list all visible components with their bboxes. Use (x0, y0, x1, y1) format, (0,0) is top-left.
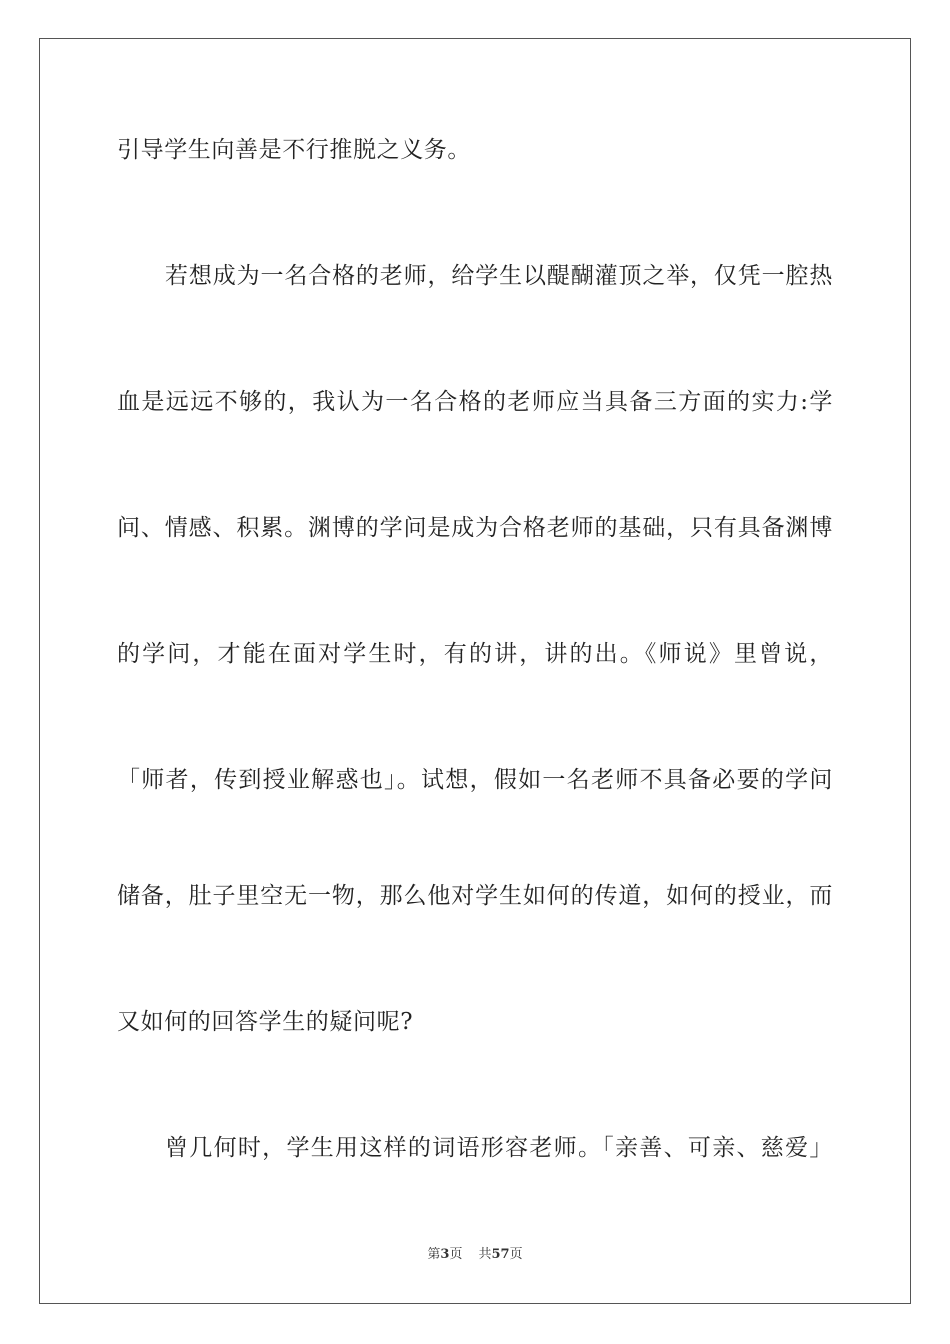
text-line-2: 若想成为一名合格的老师，给学生以醍醐灌顶之举，仅凭一腔热 (165, 263, 833, 289)
text-line-1: 引导学生向善是不行推脱之义务。 (117, 137, 471, 163)
text-line-7: 储备，肚子里空无一物，那么他对学生如何的传道，如何的授业，而 (117, 883, 833, 909)
total-prefix: 共 (478, 1247, 492, 1262)
total-pages: 57 (491, 1247, 510, 1262)
page-footer (0, 1246, 950, 1264)
page-prefix: 第 (427, 1247, 441, 1262)
page-border (39, 38, 911, 1304)
page-number: 3 (440, 1247, 450, 1262)
text-line-6: 「师者，传到授业解惑也」。试想，假如一名老师不具备必要的学问 (117, 767, 833, 793)
text-line-5: 的学问，才能在面对学生时，有的讲，讲的出。《师说》里曾说， (117, 641, 833, 667)
text-line-3: 血是远远不够的，我认为一名合格的老师应当具备三方面的实力:学 (117, 389, 833, 415)
text-line-4: 问、情感、积累。渊博的学问是成为合格老师的基础，只有具备渊博 (117, 515, 833, 541)
text-line-8: 又如何的回答学生的疑问呢? (117, 1009, 414, 1035)
page-suffix: 页 (449, 1247, 463, 1262)
text-line-9: 曾几何时，学生用这样的词语形容老师。「亲善、可亲、慈爱」 (165, 1135, 833, 1161)
total-suffix: 页 (509, 1247, 523, 1262)
